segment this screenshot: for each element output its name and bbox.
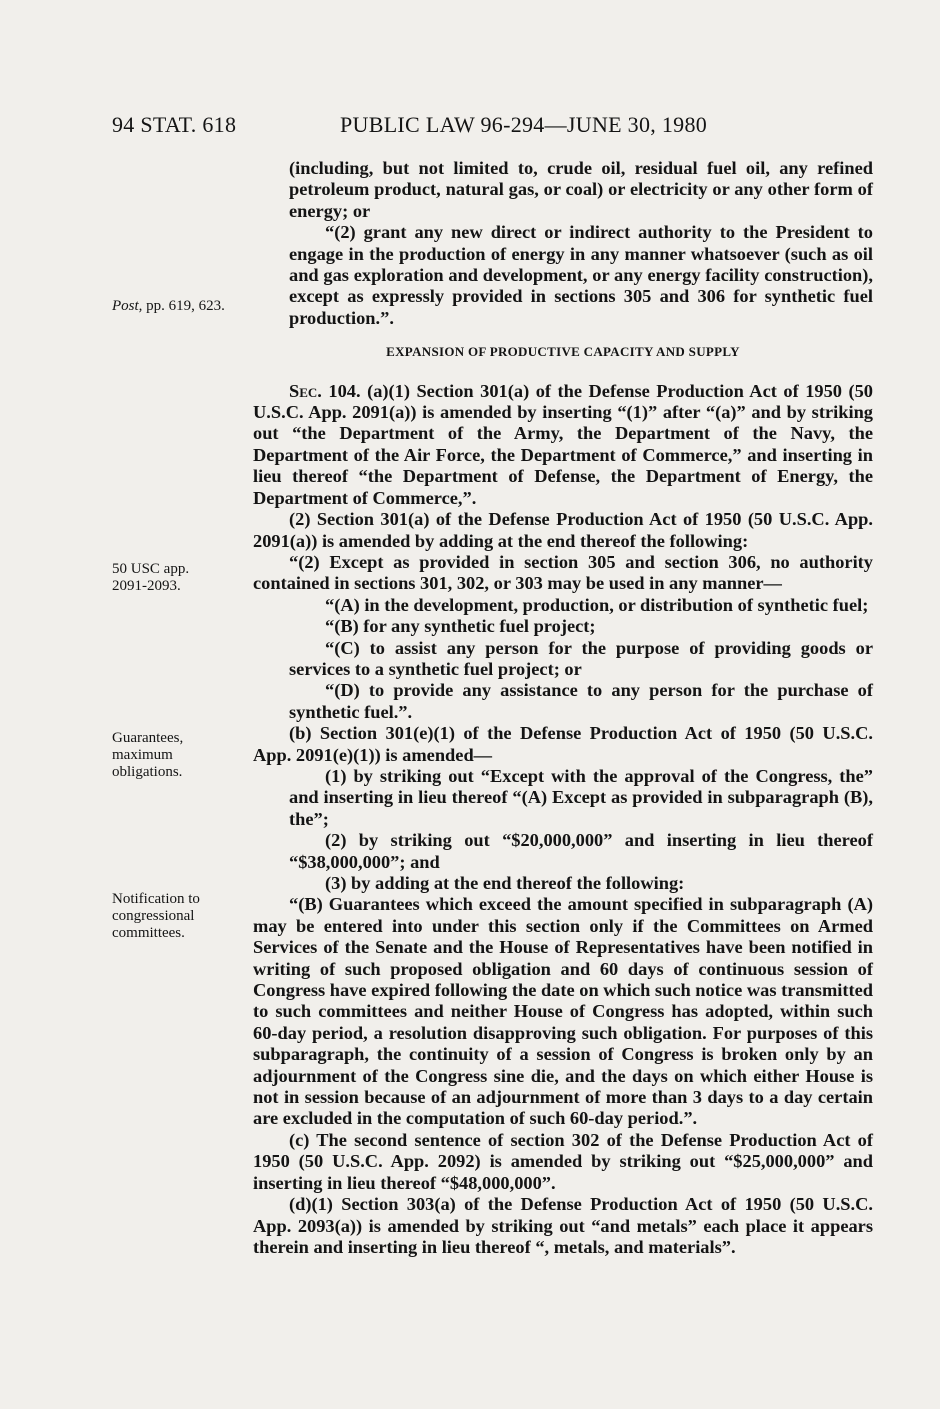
margin-note-notification	[112, 891, 252, 942]
paragraph-a2: (2) Section 301(a) of the Defense Production Act of 1950 (50 U.S.C. App. 2091(a)) is amended by adding at the end thereof the following:	[253, 509, 873, 551]
paragraph-clause-d: “(D) to provide any assistance to any person for the purchase of synthetic fuel.”.	[289, 680, 873, 722]
margin-note-post-pages: pp. 619, 623.	[142, 298, 225, 314]
margin-note-guarantees-line3: obligations.	[112, 764, 183, 780]
paragraph-except-provided: “(2) Except as provided in section 305 and section 306, no authority contained in sections 301, 302, or 303 may be used in any manner—	[253, 551, 873, 594]
margin-note-post	[112, 298, 252, 315]
statute-body	[253, 158, 873, 1258]
page-title: PUBLIC LAW 96-294—JUNE 30, 1980	[340, 112, 708, 137]
section-heading: EXPANSION OF PRODUCTIVE CAPACITY AND SUPPLY	[386, 344, 740, 360]
paragraph-guarantees-b: “(B) Guarantees which exceed the amount specified in subparagraph (A) may be entered into under this section only if the Committees on Armed Services of the Senate and the House of Representatives have been notified in writing of such proposed obligation and 60 days of continuous session of Congress have expired following the date on which such notice was transmitted to such committees and neither House of Congress has adopted, within such 60-day period, a resolution disapproving such obligation. For purposes of this subparagraph, the continuity of a session of Congress is broken only by an adjournment of the Congress sine die, and the days on which either House is not in session because of an adjournment of more than 3 days to a day certain are excluded in the computation of such 60-day period.”.	[253, 894, 874, 1129]
margin-note-guarantees	[112, 730, 252, 781]
paragraph-b2: (2) by striking out “$20,000,000” and inserting in lieu thereof “$38,000,000”; and	[289, 830, 873, 872]
paragraph-clause-b: “(B) for any synthetic fuel project;	[325, 616, 596, 637]
paragraph-c: (c) The second sentence of section 302 of the Defense Production Act of 1950 (50 U.S.C. App. 2092) is amended by striking out “$25,000,000” and inserting in lieu thereof “$48,000,000”.	[253, 1129, 873, 1193]
page-reference: 94 STAT. 618	[112, 112, 237, 137]
paragraph-d1: (d)(1) Section 303(a) of the Defense Production Act of 1950 (50 U.S.C. App. 2093(a)) is amended by striking out “and metals” each place it appears therein and inserting in lieu thereof “, metals, and materials”.	[253, 1194, 873, 1257]
margin-note-usc-line2: 2091-2093.	[112, 578, 181, 594]
margin-note-notification-line1: Notification to	[112, 891, 200, 907]
paragraph-b1: (1) by striking out “Except with the approval of the Congress, the” and inserting in lieu thereof “(A) Except as provided in subparagraph (B), the”;	[289, 765, 873, 829]
margin-note-guarantees-line1: Guarantees,	[112, 730, 184, 746]
margin-note-usc	[112, 561, 252, 595]
paragraph-b: (b) Section 301(e)(1) of the Defense Production Act of 1950 (50 U.S.C. App. 2091(e)(1)) is amended—	[253, 723, 873, 765]
paragraph-clause-c: “(C) to assist any person for the purpose of providing goods or services to a synthetic fuel project; or	[289, 637, 873, 679]
paragraph-sec-104-a1	[253, 381, 873, 509]
sec-label: Sec.	[289, 380, 322, 401]
margin-note-notification-line2: congressional	[112, 908, 195, 924]
margin-note-notification-line3: committees.	[112, 925, 185, 941]
margin-note-usc-line1: 50 USC app.	[112, 561, 190, 577]
margin-note-guarantees-line2: maximum	[112, 747, 173, 763]
margin-note-post-italic: Post,	[112, 298, 143, 314]
paragraph-b3: (3) by adding at the end thereof the following:	[325, 873, 685, 893]
paragraph-energy-definition: (including, but not limited to, crude oil, residual fuel oil, any refined petroleum product, natural gas, or coal) or electricity or any other form of energy; or	[289, 158, 873, 221]
sec-104-a1-text: 104. (a)(1) Section 301(a) of the Defense Production Act of 1950 (50 U.S.C. App. 2091(a)) is amended by inserting “(1)” after “(a)” and by striking out “the Department of the Army, the Department of the Navy, the Department of the Air Force, the Department of Commerce,” and inserting in lieu thereof “the Department of Defense, the Department of Energy, the Department of Commerce,”.	[253, 380, 873, 508]
paragraph-clause-a: “(A) in the development, production, or distribution of synthetic fuel;	[325, 594, 869, 615]
paragraph-grant-authority: “(2) grant any new direct or indirect authority to the President to engage in the production of energy in any manner whatsoever (such as oil and gas exploration and development, or any energy facility construction), except as expressly provided in sections 305 and 306 for synthetic fuel production.”.	[289, 222, 873, 328]
